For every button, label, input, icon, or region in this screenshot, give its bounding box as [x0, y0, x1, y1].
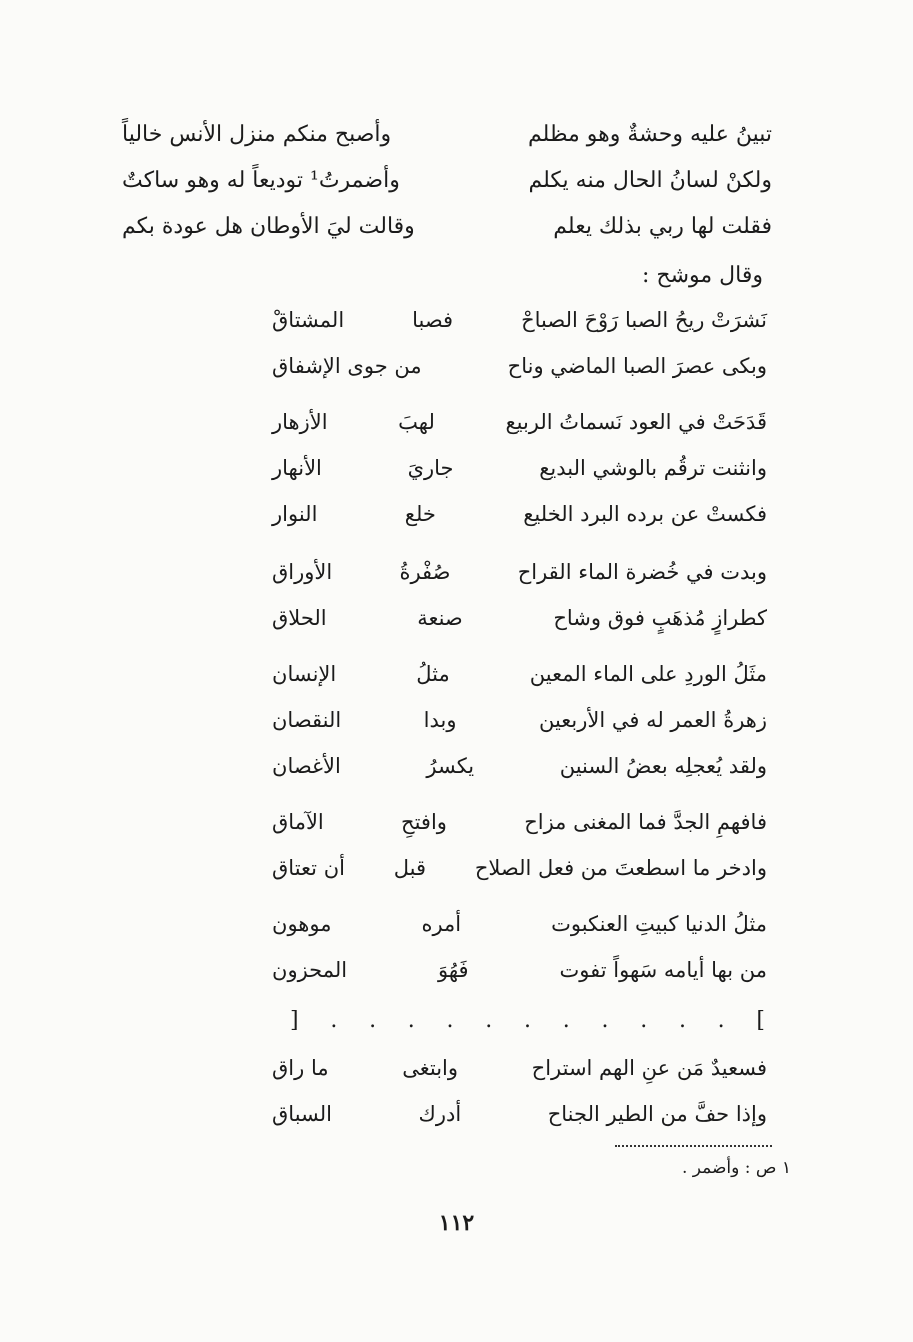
muwashshah-line	[272, 1102, 767, 1126]
line-main: مثلُ الدنيا كبيتِ العنكبوت	[551, 912, 767, 936]
dot: .	[485, 1008, 493, 1033]
bracket-close: ]	[756, 1008, 765, 1033]
footnote: ١ ص : وأضمر .	[681, 1158, 791, 1178]
line-mid: وبدا	[423, 708, 457, 732]
muwashshah-line	[272, 754, 767, 778]
line-end: النقصان	[272, 708, 342, 732]
line-end: المحزون	[272, 958, 348, 982]
dot: .	[330, 1008, 338, 1033]
line-end: النوار	[272, 502, 318, 526]
dot: .	[678, 1008, 686, 1033]
line-main: مثَلُ الوردِ على الماء المعين	[529, 662, 767, 686]
line-mid: خلع	[404, 502, 436, 526]
muwashshah-line	[272, 662, 767, 686]
muwashshah-line	[272, 958, 767, 982]
line-mid: جاريَ	[407, 456, 454, 480]
line-main: وادخر ما اسطعتَ من فعل الصلاح	[474, 856, 767, 880]
line-mid: أدرك	[418, 1102, 462, 1126]
muwashshah-line	[272, 354, 767, 378]
verse-second-hemistich: فقلت لها ربي بذلك يعلم	[553, 214, 772, 239]
muwashshah-line	[272, 456, 767, 480]
muwashshah-intro: وقال موشح :	[641, 263, 763, 288]
line-mid: صنعة	[417, 606, 463, 630]
line-mid: وابتغى	[402, 1056, 459, 1080]
verse-first-hemistich: وأصبح منكم منزل الأنس خالياً	[122, 122, 392, 147]
dot: .	[562, 1008, 570, 1033]
line-main: فكستْ عن برده البرد الخليع	[523, 502, 767, 526]
dot: .	[369, 1008, 377, 1033]
line-mid: فَهُوَ	[438, 958, 469, 982]
bracket-open: [	[290, 1008, 299, 1033]
line-main: قَدَحَتْ في العود نَسماتُ الربيع	[505, 410, 767, 434]
muwashshah-line	[272, 560, 767, 584]
line-end: أن تعتاق	[272, 856, 345, 880]
line-main: ولقد يُعجلِه بعضُ السنين	[559, 754, 767, 778]
line-end: الأغصان	[272, 754, 341, 778]
dot: .	[601, 1008, 609, 1033]
muwashshah-line	[272, 708, 767, 732]
muwashshah-line	[272, 912, 767, 936]
qasida-verse-2	[122, 168, 772, 193]
line-mid: يكسرُ	[426, 754, 475, 778]
line-mid: مثلُ	[416, 662, 450, 686]
line-main: نَشرَتْ ريحُ الصبا رَوْحَ الصباحْ	[521, 308, 767, 332]
line-mid: وافتحِ	[401, 810, 447, 834]
line-end: المشتاقْ	[272, 308, 345, 332]
line-end: من جوى الإشفاق	[272, 354, 422, 378]
line-end: الأنهار	[272, 456, 322, 480]
line-main: زهرةُ العمر له في الأربعين	[538, 708, 767, 732]
line-mid: أمره	[421, 912, 462, 936]
qasida-verse-3	[122, 214, 772, 239]
dot: .	[717, 1008, 725, 1033]
muwashshah-line	[272, 810, 767, 834]
line-main: من بها أيامه سَهواً تفوت	[559, 958, 767, 982]
line-main: فسعيدٌ مَن عنِ الهم استراح	[531, 1056, 767, 1080]
line-main: وإذا حفَّ من الطير الجناح	[547, 1102, 767, 1126]
line-mid: لهبَ	[398, 410, 435, 434]
page-number: ١١٢	[438, 1210, 475, 1236]
verse-second-hemistich: ولكنْ لسانُ الحال منه يكلم	[528, 168, 772, 193]
verse-first-hemistich: وقالت ليَ الأوطان هل عودة بكم	[122, 214, 415, 239]
qasida-verse-1	[122, 122, 772, 147]
line-end: الآماق	[272, 810, 324, 834]
line-main: وبكى عصرَ الصبا الماضي وناح	[507, 354, 767, 378]
dot: .	[640, 1008, 648, 1033]
muwashshah-line	[272, 410, 767, 434]
omission-marker	[290, 1008, 765, 1033]
muwashshah-line	[272, 856, 767, 880]
line-end: موهون	[272, 912, 332, 936]
verse-second-hemistich: تبينُ عليه وحشةٌ وهو مظلم	[528, 122, 772, 147]
line-end: الأزهار	[272, 410, 328, 434]
muwashshah-line	[272, 1056, 767, 1080]
muwashshah-line	[272, 308, 767, 332]
muwashshah-line	[272, 606, 767, 630]
muwashshah-line	[272, 502, 767, 526]
line-mid: فصبا	[412, 308, 454, 332]
dot: .	[446, 1008, 454, 1033]
line-main: فافهمِ الجدَّ فما المغنى مزاح	[524, 810, 767, 834]
line-end: الإنسان	[272, 662, 337, 686]
line-main: وانثنت ترقُم بالوشي البديع	[539, 456, 767, 480]
footnote-rule	[615, 1145, 772, 1147]
line-end: الحلاق	[272, 606, 327, 630]
line-end: ما راق	[272, 1056, 329, 1080]
dot: .	[524, 1008, 531, 1033]
verse-first-hemistich: وأضمرتُ¹ توديعاً له وهو ساكتٌ	[122, 168, 400, 193]
line-mid: صُفْرةُ	[399, 560, 451, 584]
dot: .	[407, 1008, 415, 1033]
line-end: الأوراق	[272, 560, 333, 584]
line-main: وبدت في خُضرة الماء القراح	[517, 560, 767, 584]
line-mid: قبل	[393, 856, 427, 880]
line-main: كطرازٍ مُذهَبٍ فوق وشاح	[553, 606, 767, 630]
line-end: السباق	[272, 1102, 333, 1126]
